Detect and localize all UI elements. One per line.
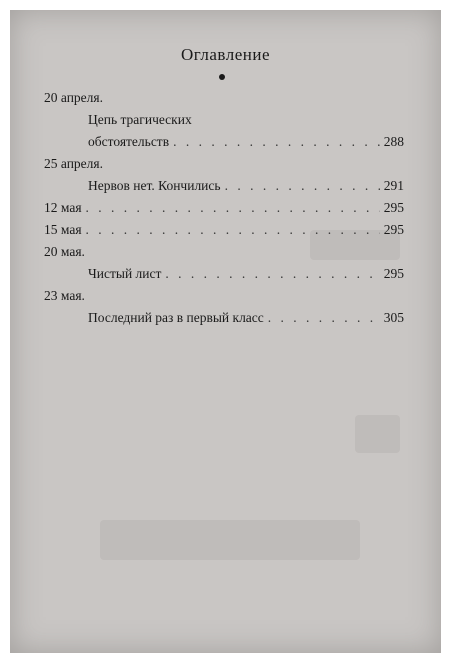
toc-title: Оглавление: [181, 45, 270, 64]
toc-entry-text: Цепь трагических: [88, 112, 192, 127]
toc-date: 23 мая.: [44, 288, 85, 303]
toc-date-heading: [44, 285, 404, 307]
toc-entry-text: Чистый лист: [88, 266, 162, 281]
toc-date-heading: [44, 153, 404, 175]
toc-entry-text: Последний раз в первый класс: [88, 310, 264, 325]
toc-page-number: 288: [383, 134, 404, 149]
toc-entry-text: обстоятельств: [88, 134, 170, 149]
bleed-through-shadow: [100, 520, 360, 560]
toc-entry[interactable]: [44, 197, 404, 219]
toc-date-heading: [44, 87, 404, 109]
leader-dots: [165, 263, 379, 285]
toc-page-number: 295: [383, 200, 404, 215]
toc-date: 15 мая: [44, 222, 82, 237]
toc-entry[interactable]: [44, 219, 404, 241]
leader-dots: [173, 131, 380, 153]
toc-page-number: 295: [383, 266, 404, 281]
bleed-through-shadow: [355, 415, 400, 453]
toc-page-number: 305: [383, 310, 404, 325]
leader-dots: [86, 219, 380, 241]
toc-date: 20 апреля.: [44, 90, 103, 105]
table-of-contents: [44, 87, 404, 329]
leader-dots: [225, 175, 380, 197]
toc-entry[interactable]: [44, 263, 404, 285]
toc-date: 12 мая: [44, 200, 82, 215]
leader-dots: [86, 197, 380, 219]
toc-entry[interactable]: [44, 307, 404, 329]
toc-date: 25 апреля.: [44, 156, 103, 171]
book-page: [10, 10, 441, 653]
leader-dots: [268, 307, 380, 329]
toc-date-heading: [44, 241, 404, 263]
toc-page-number: 295: [383, 222, 404, 237]
toc-entry[interactable]: [44, 175, 404, 197]
toc-entry-title-line: [44, 109, 404, 131]
toc-date: 20 мая.: [44, 244, 85, 259]
toc-entry[interactable]: [44, 131, 404, 153]
title-ornament-dot: [219, 74, 225, 80]
toc-page-number: 291: [383, 178, 404, 193]
toc-entry-text: Нервов нет. Кончились: [88, 178, 221, 193]
